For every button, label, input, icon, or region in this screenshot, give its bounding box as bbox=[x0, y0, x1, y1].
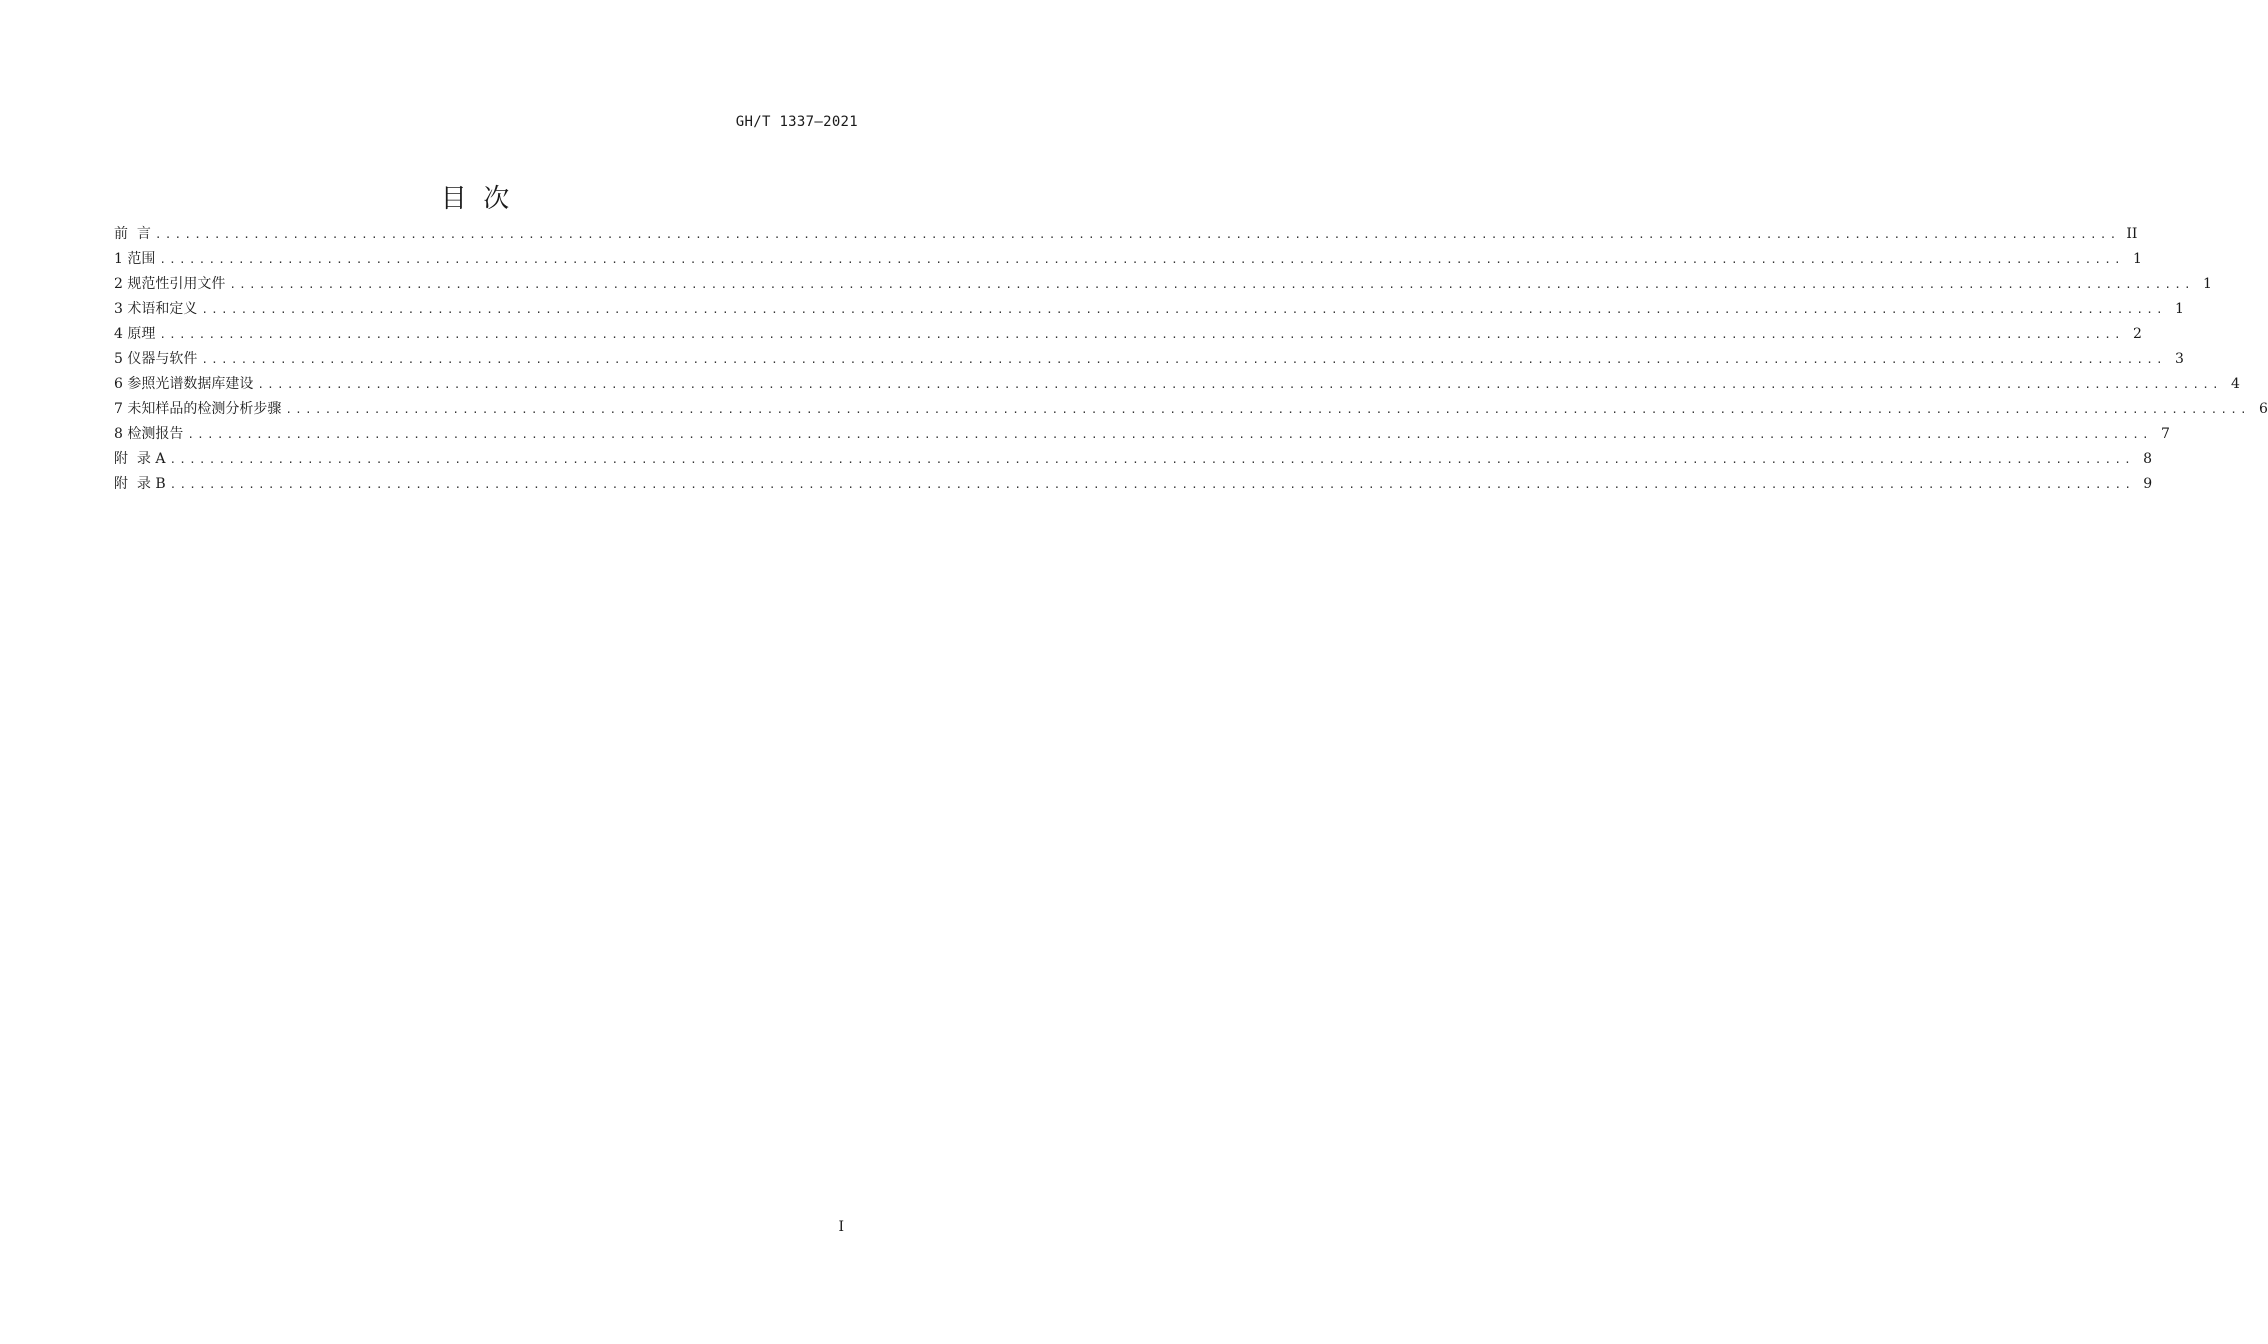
toc-entry-label: 2 规范性引用文件 bbox=[114, 276, 226, 292]
toc-entry-label: 7 未知样品的检测分析步骤 bbox=[114, 401, 282, 417]
toc-entry-page: 7 bbox=[2160, 426, 2170, 442]
toc-entry-page: 1 bbox=[2202, 276, 2212, 292]
toc-leader-dots: ........................................................................................................................................................................................................ bbox=[201, 353, 2166, 366]
page-number: I bbox=[838, 1219, 844, 1235]
standard-code: GH/T 1337—2021 bbox=[735, 114, 858, 130]
toc-entry-label: 附 录 A bbox=[114, 451, 166, 467]
toc-entry-page: 1 bbox=[2132, 251, 2142, 267]
toc-entry-label: 3 术语和定义 bbox=[114, 301, 198, 317]
toc-entry-analysis-steps[interactable] bbox=[114, 397, 2268, 422]
toc-leader-dots: ........................................................................................................................................................................................................ bbox=[201, 303, 2166, 316]
toc-entry-page: 8 bbox=[2143, 451, 2152, 467]
toc-leader-dots: ........................................................................................................................................................................................................ bbox=[169, 478, 2135, 491]
toc-entry-test-report[interactable] bbox=[114, 422, 2170, 447]
toc-entry-label: 附 录 B bbox=[114, 476, 166, 492]
toc-entry-label: 4 原理 bbox=[114, 326, 156, 342]
toc-entry-page: 6 bbox=[2258, 401, 2268, 417]
toc-leader-dots: ........................................................................................................................................................................................................ bbox=[169, 453, 2134, 466]
toc-entry-page: 3 bbox=[2174, 351, 2184, 367]
toc-entry-normative-references[interactable] bbox=[114, 272, 2212, 297]
toc-entry-label: 8 检测报告 bbox=[114, 426, 184, 442]
toc-leader-dots: ........................................................................................................................................................................................................ bbox=[159, 328, 2124, 341]
toc-entry-page: 2 bbox=[2132, 326, 2142, 342]
toc-entry-label: 5 仪器与软件 bbox=[114, 351, 198, 367]
toc-entry-scope[interactable] bbox=[114, 247, 2142, 272]
toc-entry-label: 6 参照光谱数据库建设 bbox=[114, 376, 254, 392]
toc-entry-page: 9 bbox=[2143, 476, 2153, 492]
toc-title: 目 次 bbox=[440, 184, 510, 214]
toc-entry-label: 1 范围 bbox=[114, 251, 156, 267]
toc-entry-appendix-b[interactable] bbox=[114, 472, 2153, 497]
toc-leader-dots: ........................................................................................................................................................................................................ bbox=[187, 428, 2152, 441]
toc-entry-page: II bbox=[2126, 226, 2138, 242]
toc-leader-dots: ........................................................................................................................................................................................................ bbox=[285, 403, 2250, 416]
toc-leader-dots: ........................................................................................................................................................................................................ bbox=[154, 228, 2120, 241]
toc-entry-terms-definitions[interactable] bbox=[114, 297, 2184, 322]
toc-entry-instruments-software[interactable] bbox=[114, 347, 2184, 372]
toc-leader-dots: ........................................................................................................................................................................................................ bbox=[229, 278, 2194, 291]
toc-entry-foreword[interactable] bbox=[114, 222, 2138, 247]
toc-entry-label: 前 言 bbox=[114, 226, 151, 242]
toc-entry-page: 4 bbox=[2230, 376, 2240, 392]
table-of-contents bbox=[114, 222, 2268, 497]
toc-leader-dots: ........................................................................................................................................................................................................ bbox=[159, 253, 2124, 266]
toc-leader-dots: ........................................................................................................................................................................................................ bbox=[257, 378, 2222, 391]
toc-entry-page: 1 bbox=[2174, 301, 2184, 317]
toc-entry-principle[interactable] bbox=[114, 322, 2142, 347]
toc-entry-spectral-database[interactable] bbox=[114, 372, 2240, 397]
toc-entry-appendix-a[interactable] bbox=[114, 447, 2152, 472]
